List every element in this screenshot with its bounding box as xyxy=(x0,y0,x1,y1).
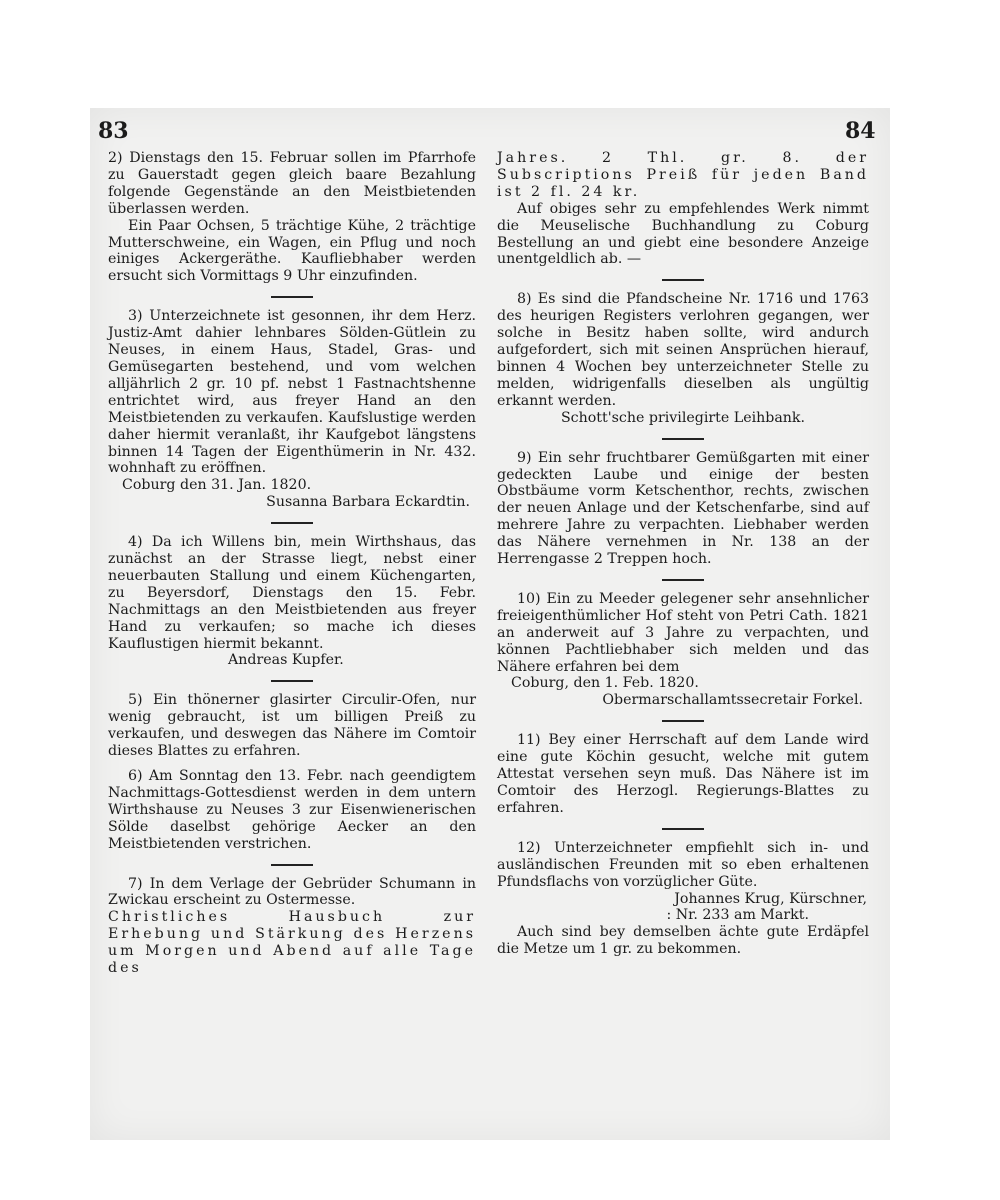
notice-11-text: 11) Bey einer Herrschaft auf dem Lande wird eine gute Köchin gesucht, welche mit gutem Attestat versehen seyn muß. Das Nähere ist im Comtoir des Herzogl. Regierungs-Blattes zu erfahren. xyxy=(497,732,869,816)
notice-7 xyxy=(108,876,476,977)
notice-6-text: 6) Am Sonntag den 13. Febr. nach geendigtem Nachmittags-Gottesdienst werden in dem untern Wirthshause zu Neuses 3 zur Eisenwienerischen Sölde daselbst gehörige Aecker an den Meistbietenden verstrichen. xyxy=(108,768,476,852)
notice-4-text: 4) Da ich Willens bin, mein Wirthshaus, das zunächst an der Strasse liegt, nebst einer neuerbauten Stallung und einem Küchengarten, zu Beyersdorf, Dienstags den 15. Febr. Nachmittags an den Meistbietenden aus freyer Hand zu verkaufen; so mache ich dieses Kauflustigen hiermit bekannt. xyxy=(108,534,476,652)
notice-7-bookshop: Auf obiges sehr zu empfehlendes Werk nimmt die Meuselische Buchhandlung zu Coburg Bestellung an und giebt eine besondere Anzeige unentgeldlich ab. — xyxy=(497,200,869,268)
separator-rule xyxy=(662,438,704,440)
page-number-right: 84 xyxy=(845,118,876,144)
separator-rule xyxy=(662,828,704,830)
notice-3-date: Coburg den 31. Jan. 1820. xyxy=(122,477,312,494)
notice-3-text: 3) Unterzeichnete ist gesonnen, ihr dem Herz. Justiz-Amt dahier lehnbares Sölden-Gütlein zu Neuses, in einem Haus, Stadel, Gras- und Gemüsegarten bestehend, und vom welchen alljährlich 2 gr. 10 pf. nebst 1 Fastnachtshenne entrichtet wird, aus freyer Hand an den Meistbietenden zu verkaufen. Kaufslustige werden daher hiermit veranlaßt, ihr Kaufgebot längstens binnen 14 Tagen der Eigenthümerin in Nr. 432. wohnhaft zu eröffnen. xyxy=(108,308,476,477)
separator-rule xyxy=(662,720,704,722)
notice-10-date: Coburg, den 1. Feb. 1820. xyxy=(511,675,699,692)
notice-7-publisher: 7) In dem Verlage der Gebrüder Schumann in Zwickau erscheint zu Ostermesse. xyxy=(108,875,476,909)
page-number-left: 83 xyxy=(98,118,129,144)
notice-11 xyxy=(497,732,869,817)
notice-10-signature: Obermarschallamtssecretair Forkel. xyxy=(602,692,863,709)
notice-12-address: : Nr. 233 am Markt. xyxy=(666,907,809,924)
notice-12-note: Auch sind bey demselben ächte gute Erdäpfel die Metze um 1 gr. zu bekommen. xyxy=(497,924,869,958)
notice-12-signature: Johannes Krug, Kürschner, xyxy=(674,890,867,907)
notice-5-text: 5) Ein thönerner glasirter Circulir-Ofen, nur wenig gebraucht, ist um billigen Preiß zu verkaufen, und deswegen das Nähere im Comtoir dieses Blattes zu erfahren. xyxy=(108,692,476,760)
left-column xyxy=(108,150,476,977)
separator-rule xyxy=(271,522,313,524)
notice-7-price: Jahres. 2 Thl. gr. 8. der Subscriptions Preiß für jeden Band ist 2 fl. 24 kr. xyxy=(497,150,869,200)
notice-9-text: 9) Ein sehr fruchtbarer Gemüßgarten mit einer gedeckten Laube und einige der besten Obstbäume vorm Ketschenthor, rechts, zwischen der neuen Anlage und der Ketschenfarbe, sind auf mehrere Jahre zu verpachten. Liebhaber werden das Nähere vernehmen in Nr. 138 an der Herrengasse 2 Treppen hoch. xyxy=(497,449,869,568)
notice-10-text: 10) Ein zu Meeder gelegener sehr ansehnlicher freieigenthümlicher Hof steht von Petri Cath. 1821 an anderweit auf 3 Jahre zu verpachten, und können Pachtliebhaber sich melden und das Nähere erfahren bei dem xyxy=(497,590,869,675)
notice-3-signature: Susanna Barbara Eckardtin. xyxy=(266,494,470,511)
notice-7-book-title: Christliches Hausbuch zur Erhebung und Stärkung des Herzens um Morgen und Abend auf alle Tage des xyxy=(108,909,476,977)
notice-12 xyxy=(497,840,869,958)
notice-2-items: Ein Paar Ochsen, 5 trächtige Kühe, 2 trächtige Mutterschweine, ein Wagen, ein Pflug und noch einiges Ackergeräthe. Kaufliebhaber werden ersucht sich Vormittags 9 Uhr einzufinden. xyxy=(108,217,476,285)
notice-9 xyxy=(497,450,869,568)
notice-2-text: 2) Dienstags den 15. Februar sollen im Pfarrhofe zu Gauerstadt gegen gleich baare Bezahlung folgende Gegenstände an den Meistbietenden überlassen werden. xyxy=(108,150,476,217)
notice-8 xyxy=(497,291,869,426)
notice-10 xyxy=(497,591,869,709)
right-column xyxy=(497,150,869,958)
notice-8-signature: Schott'sche privilegirte Leihbank. xyxy=(560,409,806,426)
notice-12-text: 12) Unterzeichneter empfiehlt sich in- und ausländischen Freunden mit so eben erhaltenen Pfundsflachs von vorzüglicher Güte. xyxy=(497,839,869,890)
separator-rule xyxy=(662,579,704,581)
notice-7-continued xyxy=(497,150,869,268)
notice-2 xyxy=(108,150,476,285)
separator-rule xyxy=(271,864,313,866)
separator-rule xyxy=(271,680,313,682)
notice-6 xyxy=(108,768,476,853)
notice-8-text: 8) Es sind die Pfandscheine Nr. 1716 und 1763 des heurigen Registers verlohren gegangen, wer solche in Besitz haben sollte, wird andurch aufgefordert, sich mit seinen Ansprüchen hierauf, binnen 4 Wochen bey unterzeichneter Stelle zu melden, widrigenfalls dieselben als ungültig erkannt werden. xyxy=(497,291,869,409)
notice-5 xyxy=(108,692,476,760)
notice-4 xyxy=(108,534,476,669)
separator-rule xyxy=(271,296,313,298)
separator-rule xyxy=(662,279,704,281)
notice-3 xyxy=(108,308,476,511)
notice-4-signature: Andreas Kupfer. xyxy=(228,652,344,669)
